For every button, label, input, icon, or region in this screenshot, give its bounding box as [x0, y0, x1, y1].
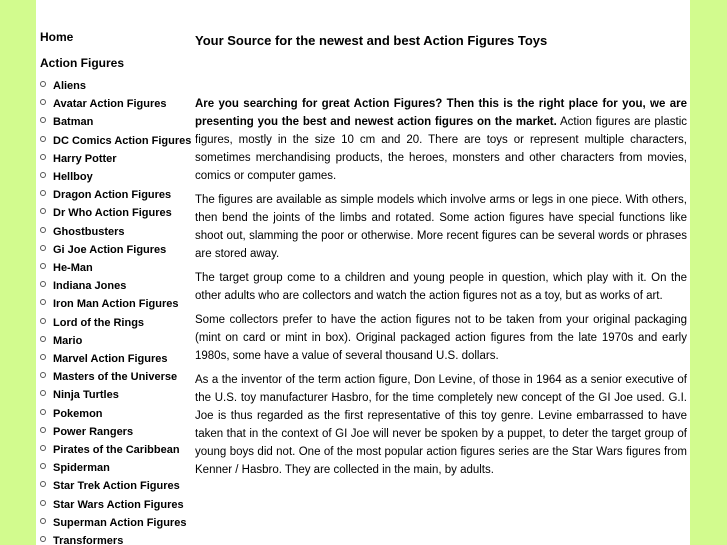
article-body [195, 95, 687, 479]
sidebar-item[interactable]: Transformers [40, 532, 198, 545]
paragraph: The target group come to a children and young people in question, which play with it. On the other adults who are collectors and watch the action figures not as a toy, but as works of art. [195, 272, 687, 302]
page-title: Your Source for the newest and best Action Figures Toys [195, 33, 548, 48]
sidebar-item[interactable]: Dr Who Action Figures [40, 204, 198, 222]
sidebar-item[interactable]: Iron Man Action Figures [40, 295, 198, 313]
sidebar-item[interactable]: Star Trek Action Figures [40, 477, 198, 495]
paragraph: Are you searching for great Action Figures? Then this is the right place for you, we are presenting you the best and newest action figures on the market. Action figures are plastic figures, mostly in the size 10 cm and 20. There are toys or represent multiple characters, sometimes merchandising products, the heroes, monsters and other characters from movies, comics or computer games. [195, 98, 688, 182]
article [195, 0, 687, 485]
sidebar-item-home[interactable]: Home [40, 30, 74, 44]
sidebar-item[interactable]: He-Man [40, 259, 198, 277]
sidebar-item[interactable]: Dragon Action Figures [40, 186, 198, 204]
sidebar-item[interactable]: Gi Joe Action Figures [40, 241, 198, 259]
sidebar-item[interactable]: Superman Action Figures [40, 514, 198, 532]
sidebar-item[interactable]: Star Wars Action Figures [40, 496, 198, 514]
sidebar-item[interactable]: Avatar Action Figures [40, 95, 198, 113]
sidebar-item[interactable]: Aliens [40, 77, 198, 95]
sidebar-item[interactable]: Ghostbusters [40, 223, 198, 241]
sidebar-item[interactable]: Harry Potter [40, 150, 198, 168]
paragraph: As a the inventor of the term action figure, Don Levine, of those in 1964 as a senior executive of the U.S. toy manufacturer Hasbro, for the time completely new concept of the GI Joe used. G.I. Joe is thus regarded as the first representative of this toy genre. Levine embarrassed to have taken that in the context of GI Joe will never be spoken by a puppet, to deter the target group of young boys did not. One of the most popular action figures series are the Star Wars figures from Kenner / Hasbro. They are collected in the main, by adults. [195, 374, 687, 476]
sidebar-item[interactable]: Ninja Turtles [40, 386, 198, 404]
sidebar-item[interactable]: Indiana Jones [40, 277, 198, 295]
sidebar-item[interactable]: Pirates of the Caribbean [40, 441, 198, 459]
paragraph: The figures are available as simple models which involve arms or legs in one piece. With others, then bend the joints of the limbs and rotated. Some action figures have special functions like shoot out, slamming the poor or otherwise. More recent figures can be several words or phrases are stored away. [195, 194, 687, 260]
content-area [36, 0, 690, 545]
sidebar-item[interactable]: Marvel Action Figures [40, 350, 198, 368]
sidebar-item[interactable]: Power Rangers [40, 423, 198, 441]
paragraph: Some collectors prefer to have the action figures not to be taken from your original packaging (mint on card or mint in box). Original packaged action figures from the late 1970s and early 1980s, some have a value of several thousand U.S. dollars. [195, 314, 687, 362]
sidebar-item[interactable]: Batman [40, 113, 198, 131]
sidebar-section-title: Action Figures [40, 56, 125, 70]
sidebar-list [40, 77, 198, 545]
sidebar-item[interactable]: Hellboy [40, 168, 198, 186]
sidebar-item[interactable]: Lord of the Rings [40, 314, 198, 332]
sidebar-item[interactable]: Mario [40, 332, 198, 350]
sidebar-item[interactable]: Masters of the Universe [40, 368, 198, 386]
sidebar-item[interactable]: DC Comics Action Figures [40, 132, 198, 150]
sidebar-item[interactable]: Pokemon [40, 405, 198, 423]
sidebar-nav [40, 0, 198, 545]
sidebar-item[interactable]: Spiderman [40, 459, 198, 477]
